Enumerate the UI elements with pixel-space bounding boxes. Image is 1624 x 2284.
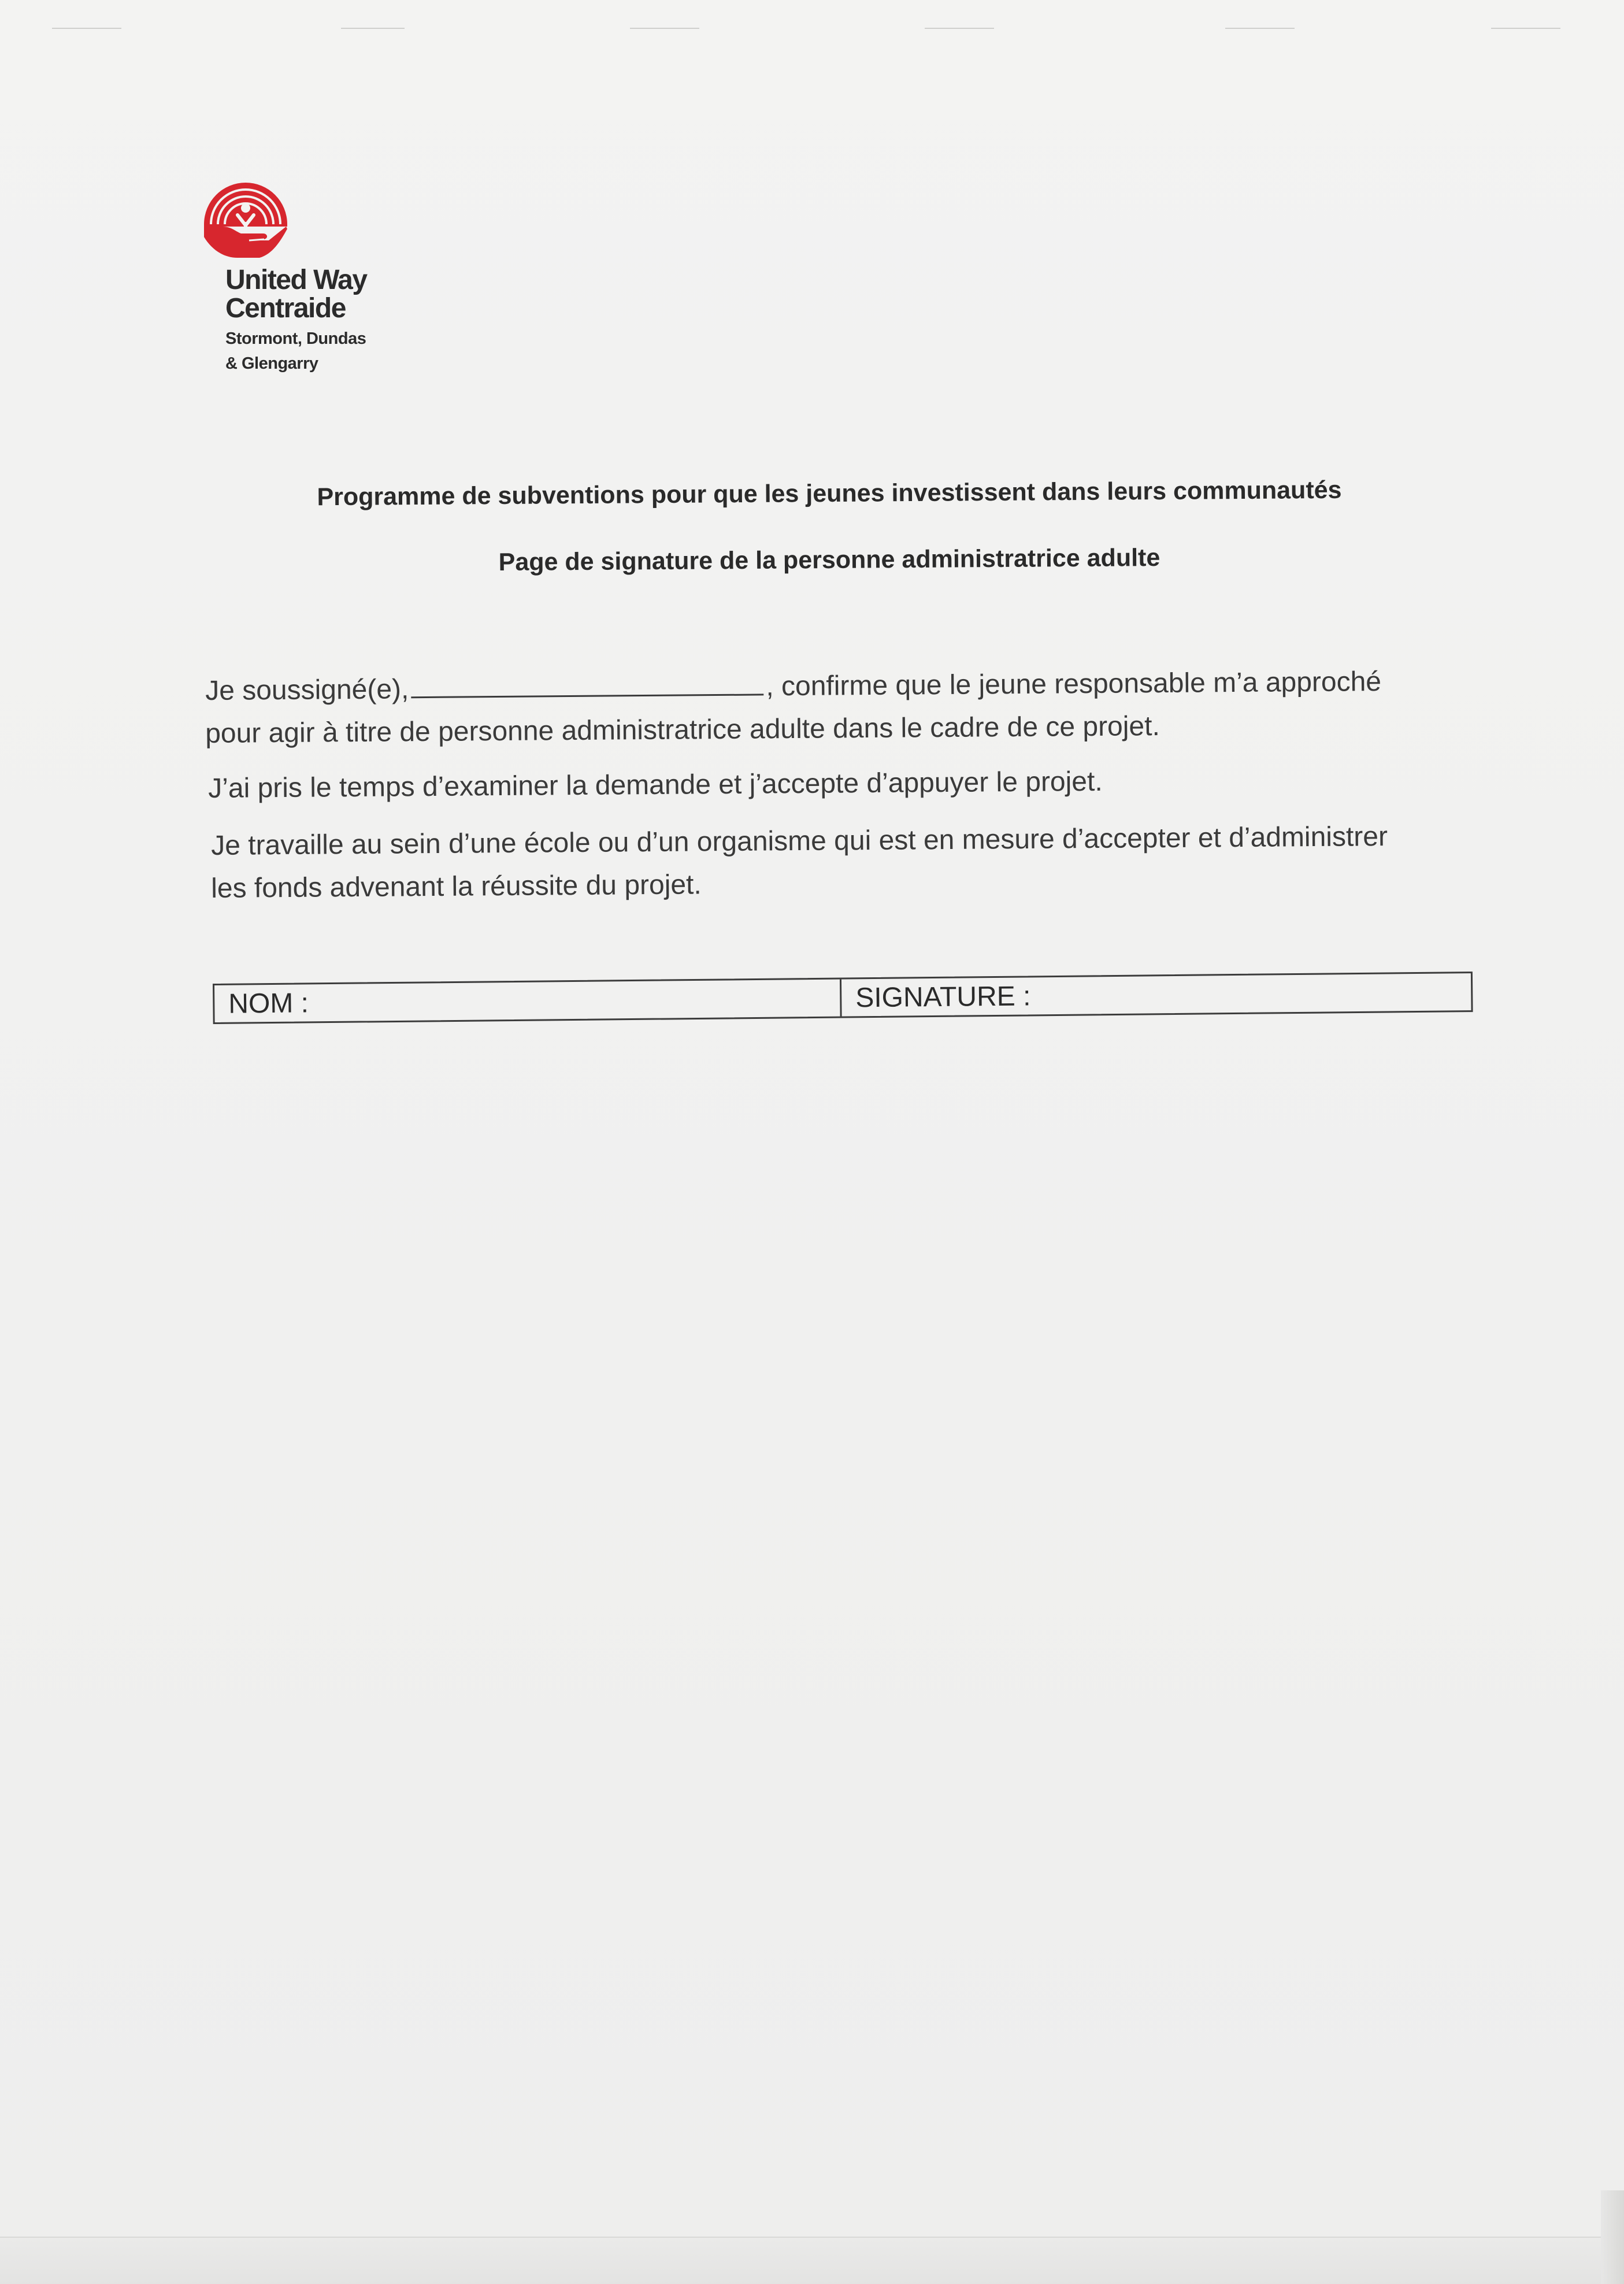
united-way-logo (199, 173, 431, 381)
paragraph-1-text-after: , confirme que le jeune responsable m’a approché (766, 666, 1382, 702)
paragraph-1-line-2: pour agir à titre de personne administratrice adulte dans le cadre de ce projet. (205, 711, 1160, 749)
name-label: NOM : (228, 987, 309, 1019)
page-edge-mark (341, 28, 405, 29)
document-subtitle: Page de signature de la personne administratrice adulte (498, 544, 1160, 576)
page-edge-mark (630, 28, 699, 29)
logo-text-region-line1: Stormont, Dundas (225, 329, 366, 348)
page-edge-mark (1225, 28, 1295, 29)
name-field[interactable] (214, 980, 842, 1022)
page-edge-mark (925, 28, 994, 29)
signature-field[interactable] (841, 973, 1471, 1016)
paragraph-1-line-1 (205, 666, 1381, 707)
paragraph-1-text-before: Je soussigné(e), (205, 674, 409, 706)
paper-corner-fold (1601, 2190, 1624, 2284)
paper-bottom-edge (0, 2237, 1624, 2284)
paragraph-3-line-2: les fonds advenant la réussite du projet. (211, 869, 702, 904)
signature-table (213, 972, 1473, 1024)
paragraph-3-line-1: Je travaille au sein d’une école ou d’un organisme qui est en mesure d’accepter et d’administrer (211, 821, 1388, 861)
hand-rainbow-person-icon (199, 173, 292, 266)
logo-text-united-way: United Way (225, 265, 367, 295)
logo-text-region-line2: & Glengarry (225, 354, 318, 373)
signature-label: SIGNATURE : (855, 980, 1031, 1013)
logo-text-centraide: Centraide (225, 293, 346, 324)
page-edge-mark (52, 28, 121, 29)
name-blank-line[interactable] (411, 670, 763, 698)
paragraph-2: J’ai pris le temps d’examiner la demande et j’accepte d’appuyer le projet. (208, 766, 1103, 804)
document-title: Programme de subventions pour que les jeunes investissent dans leurs communautés (317, 476, 1342, 511)
page-edge-mark (1491, 28, 1560, 29)
